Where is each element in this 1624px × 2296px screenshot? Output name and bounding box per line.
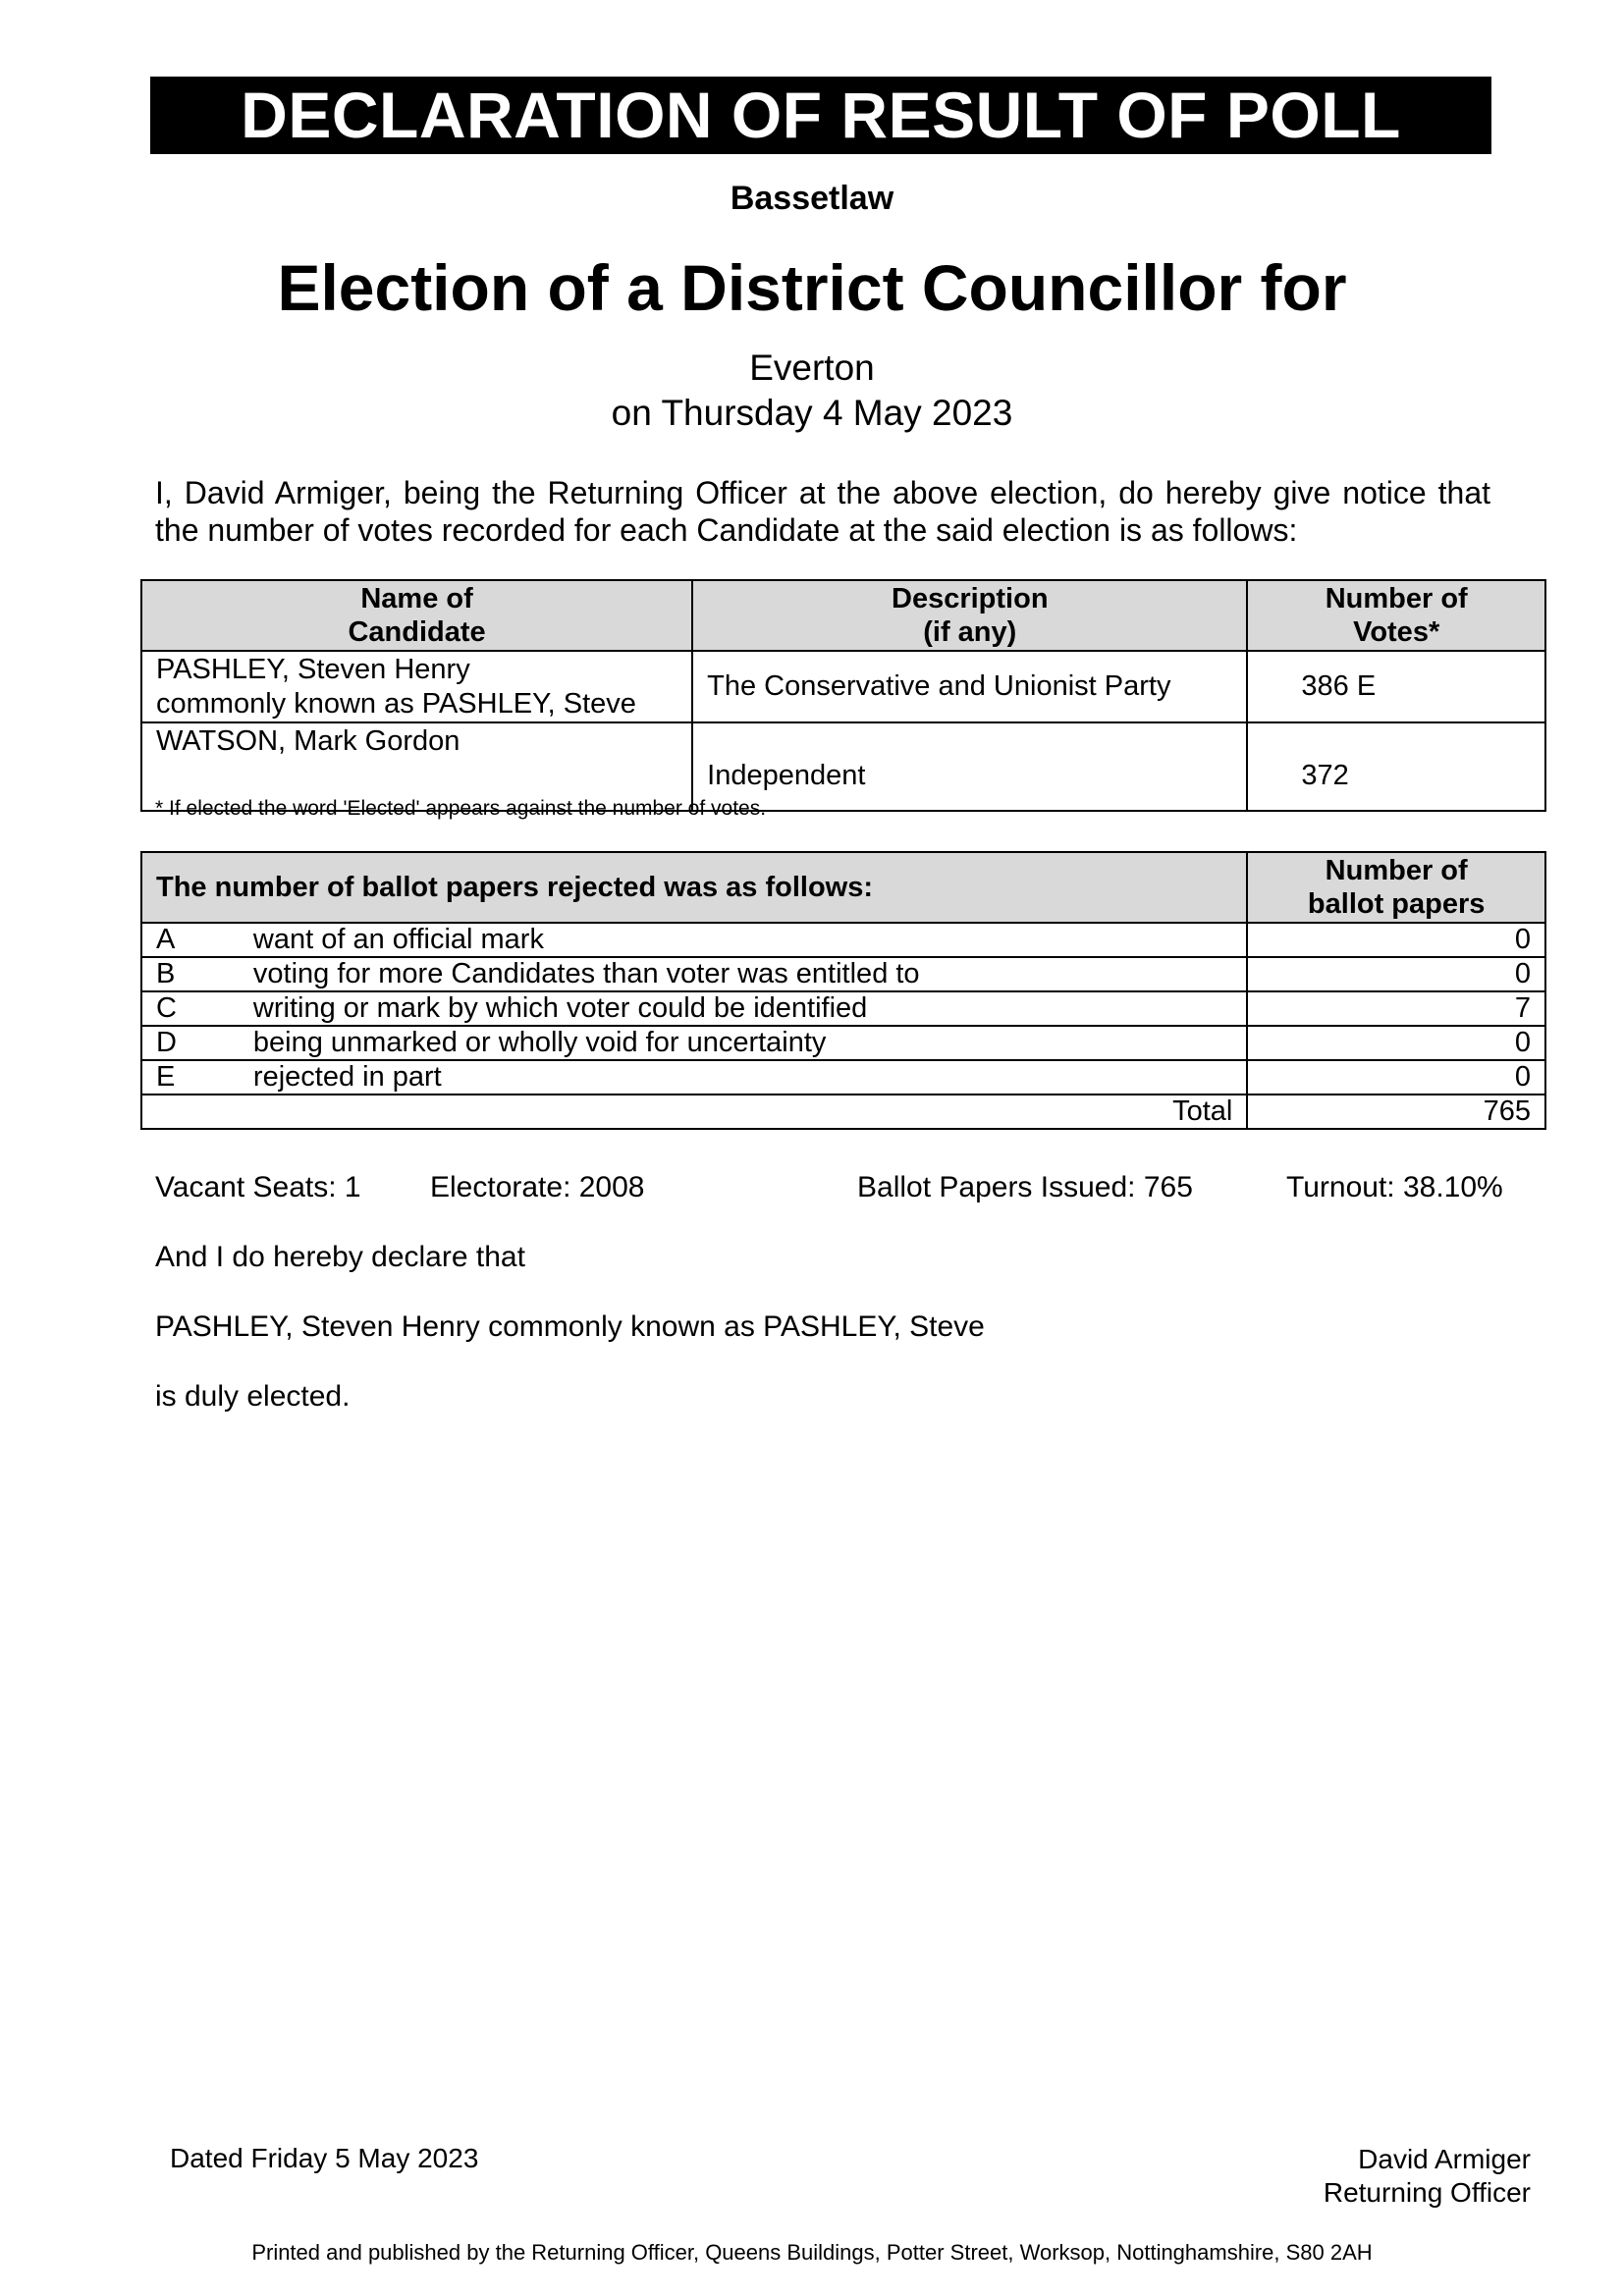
rejected-total-label: Total xyxy=(141,1095,1247,1129)
table-row xyxy=(141,1060,1545,1095)
ballot-papers-issued: Ballot Papers Issued: 765 xyxy=(857,1171,1193,1203)
declaration-outro: is duly elected. xyxy=(155,1380,351,1413)
table-row xyxy=(141,991,1545,1026)
vacant-seats: Vacant Seats: 1 xyxy=(155,1171,361,1203)
table-row xyxy=(141,957,1545,991)
rejected-header-count-line2: ballot papers xyxy=(1307,888,1486,920)
table-row xyxy=(141,923,1545,957)
district-name: Bassetlaw xyxy=(730,180,894,217)
header-description-line1: Description xyxy=(892,583,1049,614)
rejected-total-value: 765 xyxy=(1247,1095,1545,1129)
election-date: on Thursday 4 May 2023 xyxy=(611,393,1013,433)
candidates-table xyxy=(140,579,1546,812)
header-votes-line2: Votes* xyxy=(1353,616,1440,648)
dated-line: Dated Friday 5 May 2023 xyxy=(170,2143,479,2173)
candidate-description: Independent xyxy=(692,722,1247,811)
signatory-name: David Armiger xyxy=(1358,2144,1531,2174)
rejection-code: A xyxy=(141,923,240,957)
header-votes-line1: Number of xyxy=(1325,583,1468,614)
candidate-name-line1: PASHLEY, Steven Henry xyxy=(156,654,470,685)
ward-name: Everton xyxy=(749,347,875,388)
candidate-name-line1: WATSON, Mark Gordon xyxy=(156,725,460,757)
rejected-header-row xyxy=(141,852,1545,923)
signatory-block xyxy=(1324,2143,1531,2210)
rejection-count: 0 xyxy=(1247,1060,1545,1095)
electorate: Electorate: 2008 xyxy=(430,1171,645,1203)
declaration-intro: And I do hereby declare that xyxy=(155,1241,525,1273)
notice-paragraph: I, David Armiger, being the Returning Officer at the above election, do hereby give notice that the number of votes recorded for each Candidate at the said election is as follows: xyxy=(155,475,1490,548)
candidate-description: The Conservative and Unionist Party xyxy=(692,651,1247,722)
rejection-code: B xyxy=(141,957,240,991)
header-name-line1: Name of xyxy=(360,583,473,614)
rejection-count: 0 xyxy=(1247,923,1545,957)
candidates-header-row xyxy=(141,580,1545,651)
signatory-role: Returning Officer xyxy=(1323,2177,1531,2208)
rejection-reason: rejected in part xyxy=(240,1060,1247,1095)
rejection-code: E xyxy=(141,1060,240,1095)
candidate-votes: 372 xyxy=(1247,722,1545,811)
rejection-code: C xyxy=(141,991,240,1026)
rejection-reason: being unmarked or wholly void for uncertainty xyxy=(240,1026,1247,1060)
rejected-ballots-table xyxy=(140,851,1546,1130)
imprint-line: Printed and published by the Returning Officer, Queens Buildings, Potter Street, Worksop, Nottinghamshire, S80 2AH xyxy=(251,2240,1373,2265)
rejection-reason: want of an official mark xyxy=(240,923,1247,957)
elected-candidate: PASHLEY, Steven Henry commonly known as PASHLEY, Steve xyxy=(155,1310,985,1343)
rejection-count: 0 xyxy=(1247,1026,1545,1060)
table-row xyxy=(141,1026,1545,1060)
rejected-total-row xyxy=(141,1095,1545,1129)
header-votes xyxy=(1247,580,1545,651)
header-description-line2: (if any) xyxy=(923,616,1017,648)
rejection-reason: writing or mark by which voter could be identified xyxy=(240,991,1247,1026)
rejected-header-count xyxy=(1247,852,1545,923)
header-description xyxy=(692,580,1247,651)
rejection-code: D xyxy=(141,1026,240,1060)
rejection-reason: voting for more Candidates than voter was entitled to xyxy=(240,957,1247,991)
header-name-line2: Candidate xyxy=(348,616,486,648)
rejection-count: 0 xyxy=(1247,957,1545,991)
turnout: Turnout: 38.10% xyxy=(1286,1171,1503,1203)
rejection-count: 7 xyxy=(1247,991,1545,1026)
candidate-votes: 386 E xyxy=(1247,651,1545,722)
candidate-name-line2: commonly known as PASHLEY, Steve xyxy=(156,688,636,720)
table-row xyxy=(141,651,1545,722)
header-name xyxy=(141,580,692,651)
rejected-header-count-line1: Number of xyxy=(1325,855,1468,886)
document-banner: DECLARATION OF RESULT OF POLL xyxy=(150,77,1491,154)
votes-footnote: * If elected the word 'Elected' appears against the number of votes. xyxy=(155,797,767,820)
election-title: Election of a District Councillor for xyxy=(277,251,1347,324)
rejected-header-label: The number of ballot papers rejected was as follows: xyxy=(141,852,1247,923)
candidate-name xyxy=(141,651,692,722)
